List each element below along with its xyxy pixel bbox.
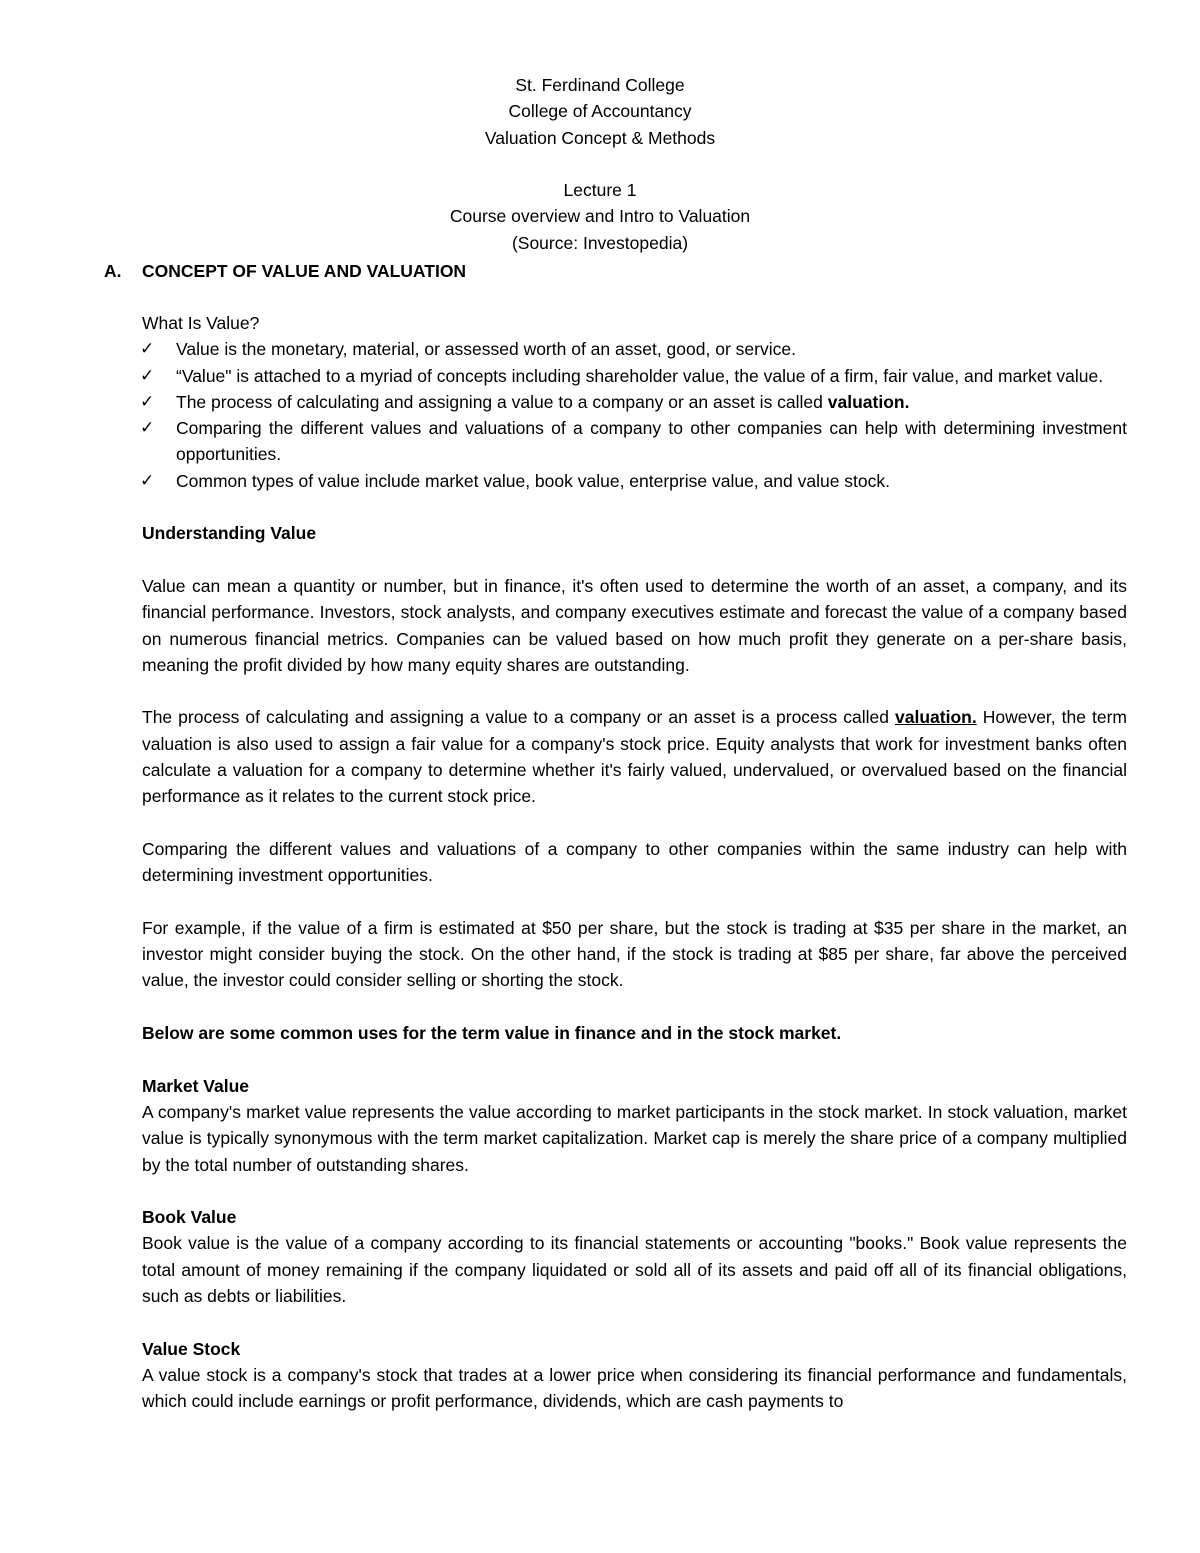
checklist-item: ✓ “Value" is attached to a myriad of concepts including shareholder value, the value of a firm, fair value, and market value.: [142, 363, 1127, 389]
understanding-value-heading: Understanding Value: [142, 523, 317, 544]
paragraph: The process of calculating and assigning a value to a company or an asset is a process called valuation. However, the term valuation is also used to assign a fair value for a company's stock price. Equity analysts that work for investment banks often calculate a valuation for a company to determine whether it's fairly valued, undervalued, or overvalued based on the financial performance as it relates to the current stock price.: [142, 707, 1127, 807]
paragraph: Value can mean a quantity or number, but in finance, it's often used to determine the worth of an asset, a company, and its financial performance. Investors, stock analysts, and company executives estimate and forecast the value of a company based on numerous financial metrics. Companies can be valued based on how much profit they generate on a per-share basis, meaning the profit divided by how many equity shares are outstanding.: [142, 575, 1127, 675]
document-body: [142, 310, 1127, 1414]
check-icon: ✓: [140, 418, 155, 439]
section-title: CONCEPT OF VALUE AND VALUATION: [142, 261, 467, 281]
college-name: College of Accountancy: [508, 101, 692, 122]
checklist-item: ✓ The process of calculating and assigning a value to a company or an asset is called valuation.: [142, 389, 1127, 415]
checklist-item: ✓ Value is the monetary, material, or assessed worth of an asset, good, or service.: [142, 336, 1127, 362]
checklist-item: ✓ Comparing the different values and valuations of a company to other companies can help with determining investment opportunities.: [142, 415, 1127, 468]
course-name: Valuation Concept & Methods: [484, 127, 716, 148]
book-value-heading: Book Value: [142, 1207, 237, 1228]
market-value-heading: Market Value: [142, 1075, 249, 1096]
source-note: (Source: Investopedia): [511, 232, 689, 253]
check-icon: ✓: [140, 391, 155, 412]
check-icon: ✓: [140, 339, 155, 360]
value-stock-heading: Value Stock: [142, 1338, 241, 1359]
book-value-text: Book value is the value of a company according to its financial statements or accounting "books." Book value represents the total amount of money remaining if the company liquidated or sold all of its assets and paid off all of its financial obligations, such as debts or liabilities.: [142, 1233, 1127, 1306]
market-value-text: A company's market value represents the value according to market participants in the stock market. In stock valuation, market value is typically synonymous with the term market capitalization. Market cap is merely the share price of a company multiplied by the total number of outstanding shares.: [142, 1101, 1127, 1175]
document-header: [0, 72, 1200, 256]
section-heading: [104, 258, 466, 284]
paragraph: Comparing the different values and valuations of a company to other companies within the same industry can help with determining investment opportunities.: [142, 838, 1127, 886]
section-number: A.: [104, 261, 122, 281]
lecture-number: Lecture 1: [563, 180, 637, 201]
value-checklist: [142, 336, 1127, 494]
value-stock-text: A value stock is a company's stock that trades at a lower price when considering its financial performance and fundamentals, which could include earnings or profit performance, dividends, which are cash payments to: [142, 1364, 1127, 1412]
check-icon: ✓: [140, 470, 155, 491]
lecture-title: Course overview and Intro to Valuation: [449, 206, 751, 227]
what-is-value-heading: What Is Value?: [142, 313, 260, 333]
check-icon: ✓: [140, 365, 155, 386]
school-name: St. Ferdinand College: [515, 75, 685, 95]
checklist-item: ✓ Common types of value include market value, book value, enterprise value, and value stock.: [142, 468, 1127, 494]
paragraph: For example, if the value of a firm is estimated at $50 per share, but the stock is trading at $35 per share in the market, an investor might consider buying the stock. On the other hand, if the stock is trading at $85 per share, far above the perceived value, the investor could consider selling or shorting the stock.: [142, 917, 1127, 991]
uses-heading: Below are some common uses for the term value in finance and in the stock market.: [142, 1023, 842, 1044]
valuation-link[interactable]: valuation.: [895, 707, 977, 728]
